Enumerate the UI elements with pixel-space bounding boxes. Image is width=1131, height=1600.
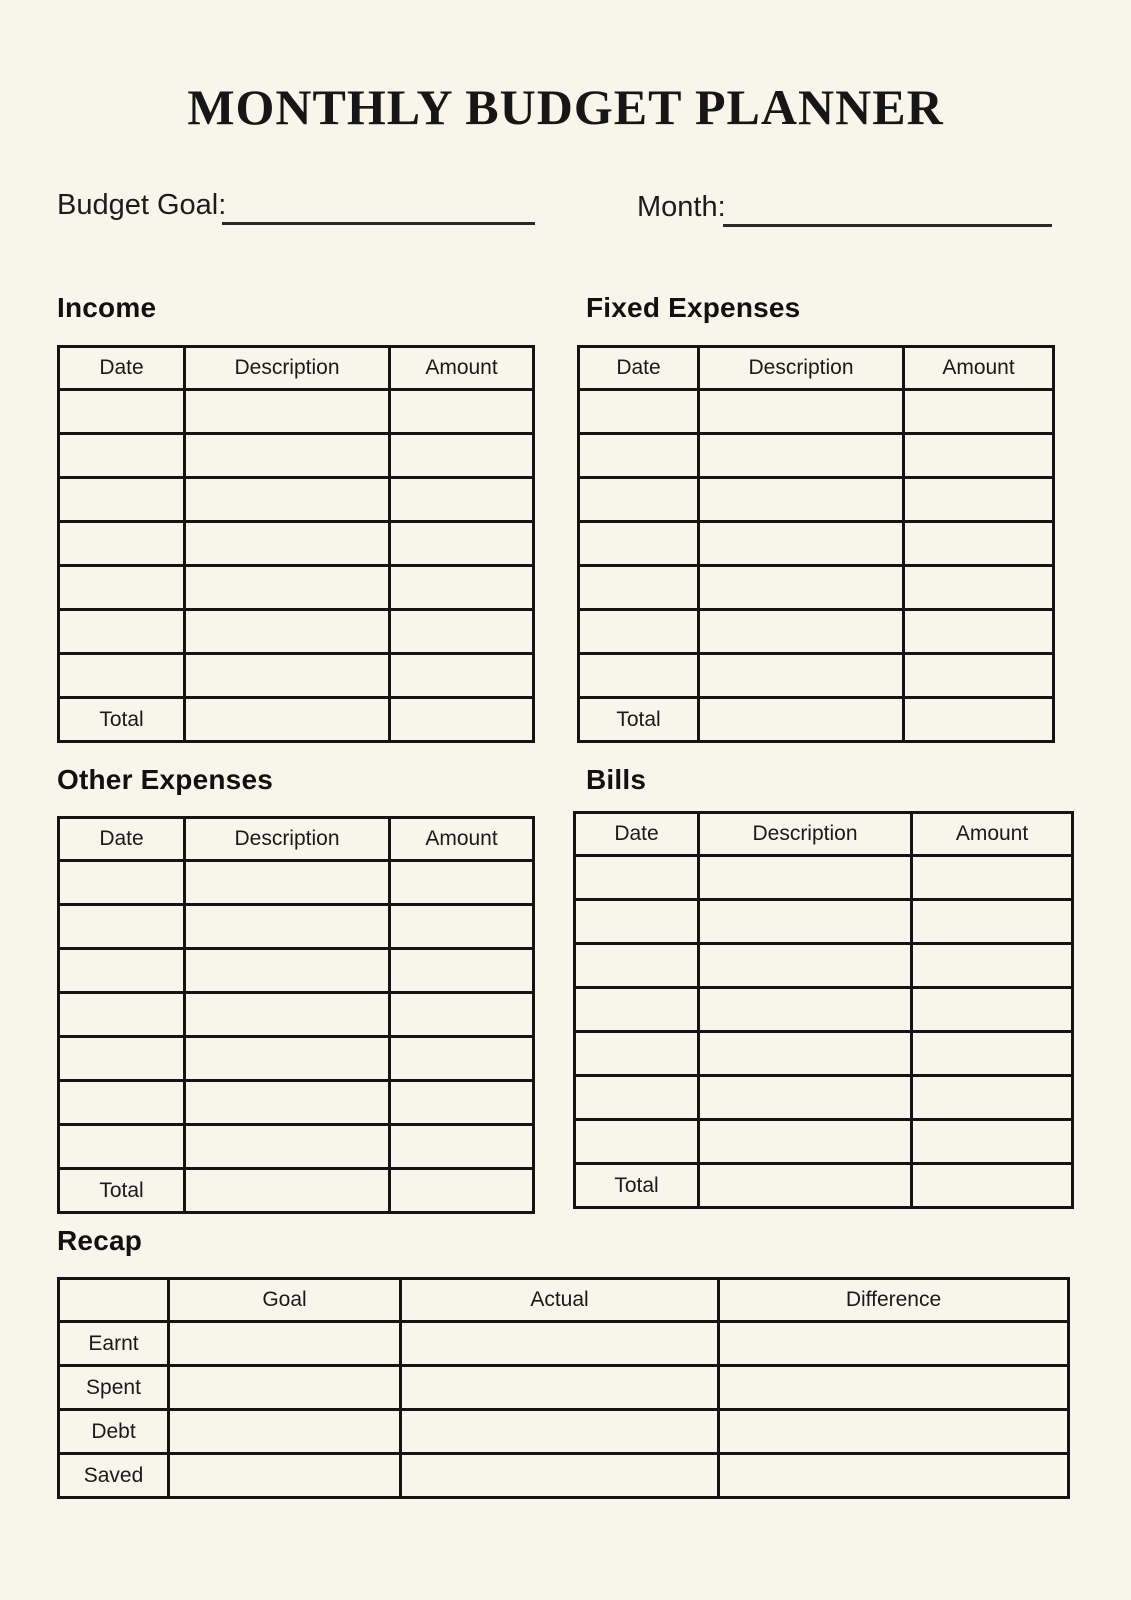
empty-cell — [912, 1032, 1073, 1076]
empty-cell — [575, 1032, 699, 1076]
empty-cell — [699, 1076, 912, 1120]
empty-cell — [390, 1037, 534, 1081]
table-row — [579, 654, 1054, 698]
empty-cell — [575, 1076, 699, 1120]
income-total-row — [59, 698, 534, 742]
empty-cell — [185, 861, 390, 905]
empty-cell — [699, 522, 904, 566]
empty-cell — [169, 1322, 401, 1366]
empty-cell — [401, 1322, 719, 1366]
recap-col-header-goal: Goal — [169, 1279, 401, 1322]
recap-row-spent — [59, 1366, 1069, 1410]
empty-cell — [185, 654, 390, 698]
empty-cell — [59, 861, 185, 905]
empty-cell — [390, 566, 534, 610]
empty-cell — [719, 1410, 1069, 1454]
empty-cell — [904, 566, 1054, 610]
empty-cell — [579, 390, 699, 434]
other-expenses-total-row — [59, 1169, 534, 1213]
empty-cell — [699, 944, 912, 988]
empty-cell — [59, 434, 185, 478]
empty-cell — [169, 1454, 401, 1498]
bills-table — [573, 811, 1074, 1209]
bills-header-row — [575, 813, 1073, 856]
table-row — [59, 861, 534, 905]
recap-table — [57, 1277, 1070, 1499]
section-title-income: Income — [57, 292, 157, 323]
empty-cell — [185, 1081, 390, 1125]
empty-cell — [699, 1032, 912, 1076]
recap-row-label-spent: Spent — [59, 1366, 169, 1410]
other-expenses-col-header-date: Date — [59, 818, 185, 861]
empty-cell — [185, 434, 390, 478]
table-row — [59, 905, 534, 949]
empty-cell — [699, 900, 912, 944]
empty-cell — [59, 1037, 185, 1081]
empty-cell — [185, 478, 390, 522]
empty-cell — [912, 1164, 1073, 1208]
empty-cell — [904, 654, 1054, 698]
empty-cell — [579, 566, 699, 610]
income-col-header-date: Date — [59, 347, 185, 390]
empty-cell — [390, 993, 534, 1037]
empty-cell — [59, 949, 185, 993]
income-total-label: Total — [59, 698, 185, 742]
empty-cell — [699, 654, 904, 698]
empty-cell — [699, 566, 904, 610]
empty-cell — [579, 522, 699, 566]
budget-goal-label: Budget Goal: — [57, 189, 227, 221]
empty-cell — [185, 566, 390, 610]
empty-cell — [912, 1120, 1073, 1164]
table-row — [59, 522, 534, 566]
empty-cell — [699, 856, 912, 900]
empty-cell — [401, 1454, 719, 1498]
empty-cell — [699, 698, 904, 742]
empty-cell — [719, 1366, 1069, 1410]
income-col-header-description: Description — [185, 347, 390, 390]
page-title: MONTHLY BUDGET PLANNER — [187, 79, 944, 135]
empty-cell — [59, 905, 185, 949]
table-row — [579, 522, 1054, 566]
empty-cell — [912, 944, 1073, 988]
empty-cell — [390, 478, 534, 522]
table-row — [59, 1125, 534, 1169]
bills-col-header-amount: Amount — [912, 813, 1073, 856]
budget-goal-blank-line — [222, 222, 535, 225]
empty-cell — [904, 434, 1054, 478]
empty-cell — [390, 434, 534, 478]
table-row — [579, 434, 1054, 478]
empty-cell — [59, 1125, 185, 1169]
income-table — [57, 345, 535, 743]
recap-col-header-actual: Actual — [401, 1279, 719, 1322]
table-row — [59, 1037, 534, 1081]
fixed-expenses-col-header-date: Date — [579, 347, 699, 390]
table-row — [59, 390, 534, 434]
empty-cell — [575, 1120, 699, 1164]
empty-cell — [401, 1410, 719, 1454]
empty-cell — [579, 434, 699, 478]
empty-cell — [912, 1076, 1073, 1120]
empty-cell — [390, 390, 534, 434]
bills-total-row — [575, 1164, 1073, 1208]
empty-cell — [59, 610, 185, 654]
empty-cell — [579, 478, 699, 522]
empty-cell — [699, 434, 904, 478]
income-col-header-amount: Amount — [390, 347, 534, 390]
empty-cell — [390, 522, 534, 566]
other-expenses-table — [57, 816, 535, 1214]
empty-cell — [904, 390, 1054, 434]
empty-cell — [185, 1037, 390, 1081]
empty-cell — [699, 390, 904, 434]
empty-cell — [185, 949, 390, 993]
empty-cell — [904, 478, 1054, 522]
empty-cell — [185, 390, 390, 434]
table-row — [579, 566, 1054, 610]
recap-row-saved — [59, 1454, 1069, 1498]
empty-cell — [185, 698, 390, 742]
bills-col-header-date: Date — [575, 813, 699, 856]
bills-total-label: Total — [575, 1164, 699, 1208]
table-row — [59, 478, 534, 522]
empty-cell — [579, 610, 699, 654]
section-title-fixed-expenses: Fixed Expenses — [586, 292, 801, 323]
fixed-expenses-total-label: Total — [579, 698, 699, 742]
recap-row-earnt — [59, 1322, 1069, 1366]
empty-cell — [575, 944, 699, 988]
other-expenses-col-header-description: Description — [185, 818, 390, 861]
section-title-other-expenses: Other Expenses — [57, 764, 273, 795]
empty-cell — [904, 522, 1054, 566]
empty-cell — [390, 1125, 534, 1169]
table-row — [59, 566, 534, 610]
empty-cell — [699, 1164, 912, 1208]
empty-cell — [912, 900, 1073, 944]
empty-cell — [390, 1081, 534, 1125]
empty-cell — [185, 610, 390, 654]
recap-header-row — [59, 1279, 1069, 1322]
empty-cell — [185, 993, 390, 1037]
empty-cell — [390, 905, 534, 949]
table-row — [59, 610, 534, 654]
empty-cell — [185, 1169, 390, 1213]
recap-row-label-earnt: Earnt — [59, 1322, 169, 1366]
other-expenses-total-label: Total — [59, 1169, 185, 1213]
recap-row-label-debt: Debt — [59, 1410, 169, 1454]
fixed-expenses-col-header-description: Description — [699, 347, 904, 390]
other-expenses-col-header-amount: Amount — [390, 818, 534, 861]
empty-cell — [59, 993, 185, 1037]
fixed-expenses-col-header-amount: Amount — [904, 347, 1054, 390]
empty-cell — [390, 949, 534, 993]
other-expenses-header-row — [59, 818, 534, 861]
empty-cell — [185, 1125, 390, 1169]
section-title-recap: Recap — [57, 1225, 143, 1256]
month-label: Month: — [637, 191, 726, 223]
empty-cell — [699, 1120, 912, 1164]
empty-cell — [390, 610, 534, 654]
empty-cell — [912, 988, 1073, 1032]
empty-cell — [59, 522, 185, 566]
table-row — [59, 1081, 534, 1125]
section-title-bills: Bills — [586, 764, 647, 795]
table-row — [575, 856, 1073, 900]
empty-cell — [719, 1322, 1069, 1366]
empty-cell — [575, 900, 699, 944]
empty-cell — [59, 390, 185, 434]
empty-cell — [719, 1454, 1069, 1498]
fixed-expenses-header-row — [579, 347, 1054, 390]
empty-cell — [912, 856, 1073, 900]
empty-cell — [59, 478, 185, 522]
empty-cell — [699, 988, 912, 1032]
table-row — [59, 949, 534, 993]
empty-cell — [575, 856, 699, 900]
table-row — [575, 1120, 1073, 1164]
empty-cell — [59, 654, 185, 698]
empty-cell — [904, 610, 1054, 654]
table-row — [579, 390, 1054, 434]
fixed-expenses-total-row — [579, 698, 1054, 742]
empty-cell — [185, 905, 390, 949]
empty-cell — [390, 654, 534, 698]
empty-cell — [185, 522, 390, 566]
recap-col-header-difference: Difference — [719, 1279, 1069, 1322]
table-row — [575, 988, 1073, 1032]
empty-cell — [575, 988, 699, 1032]
table-row — [59, 993, 534, 1037]
empty-cell — [390, 698, 534, 742]
empty-cell — [169, 1410, 401, 1454]
empty-cell — [390, 861, 534, 905]
empty-cell — [59, 566, 185, 610]
recap-corner-cell — [59, 1279, 169, 1322]
month-blank-line — [723, 224, 1052, 227]
empty-cell — [904, 698, 1054, 742]
empty-cell — [699, 610, 904, 654]
table-row — [575, 944, 1073, 988]
table-row — [59, 434, 534, 478]
empty-cell — [390, 1169, 534, 1213]
table-row — [575, 1032, 1073, 1076]
table-row — [59, 654, 534, 698]
table-row — [575, 1076, 1073, 1120]
fixed-expenses-table — [577, 345, 1055, 743]
table-row — [579, 610, 1054, 654]
empty-cell — [169, 1366, 401, 1410]
table-row — [579, 478, 1054, 522]
income-header-row — [59, 347, 534, 390]
empty-cell — [579, 654, 699, 698]
recap-row-label-saved: Saved — [59, 1454, 169, 1498]
bills-col-header-description: Description — [699, 813, 912, 856]
empty-cell — [699, 478, 904, 522]
empty-cell — [401, 1366, 719, 1410]
recap-row-debt — [59, 1410, 1069, 1454]
table-row — [575, 900, 1073, 944]
empty-cell — [59, 1081, 185, 1125]
